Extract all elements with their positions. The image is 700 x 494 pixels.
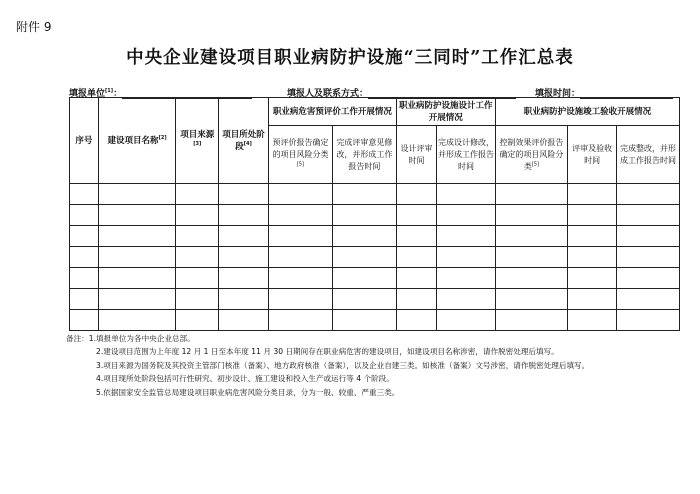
note-item: 2.建设项目范围为上年度 12 月 1 日至本年度 11 月 30 日期间存在职业病危害的建设项目，如建设项目名称涉密，请作脱密处理后填写。 [96,347,559,357]
table-cell[interactable] [269,184,333,205]
table-cell[interactable] [568,205,617,226]
note-item: 备注：1.填报单位为各中央企业总部。 [66,334,195,343]
table-cell[interactable] [495,310,567,331]
table-cell[interactable] [617,247,680,268]
table-cell[interactable] [269,289,333,310]
table-cell[interactable] [176,268,219,289]
table-cell[interactable] [396,205,436,226]
table-cell[interactable] [437,226,496,247]
table-cell[interactable] [437,247,496,268]
table-cell[interactable] [617,184,680,205]
note-item: 3.项目来源为国务院及其投资主管部门核准（备案）、地方政府核准（备案），以及企业自建三类。如核准（备案）文号涉密，请作脱密处理后填写。 [96,360,590,370]
contact-label: 填报人及联系方式： [287,89,369,99]
table-cell[interactable] [568,226,617,247]
table-cell[interactable] [617,289,680,310]
table-cell[interactable] [219,289,269,310]
table-cell[interactable] [70,268,99,289]
table-cell[interactable] [617,226,680,247]
header-project-name: 建设项目名称[2] [98,98,176,184]
table-cell[interactable] [219,268,269,289]
header-project-stage: 项目所处阶段[4] [219,98,269,184]
table-cell[interactable] [437,310,496,331]
table-cell[interactable] [437,289,496,310]
table-cell[interactable] [617,268,680,289]
table-cell[interactable] [437,268,496,289]
table-row [70,268,680,289]
table-cell[interactable] [176,310,219,331]
table-row [70,310,680,331]
table-cell[interactable] [70,310,99,331]
table-cell[interactable] [269,310,333,331]
table-cell[interactable] [98,289,176,310]
notes-section [66,332,589,399]
header-acceptance-time: 评审及验收时间 [568,126,617,184]
table-cell[interactable] [269,268,333,289]
table-cell[interactable] [332,268,396,289]
table-cell[interactable] [269,247,333,268]
table-cell[interactable] [98,247,176,268]
table-cell[interactable] [70,247,99,268]
header-group-pre-evaluation: 职业病危害预评价工作开展情况 [269,98,397,126]
header-pre-eval-risk: 预评价报告确定的项目风险分类[5] [269,126,333,184]
table-cell[interactable] [568,289,617,310]
table-cell[interactable] [396,247,436,268]
note-item: 4.项目现所处阶段包括可行性研究、初步设计、施工建设和投入生产或运行等 4 个阶段。 [96,374,394,384]
table-cell[interactable] [332,184,396,205]
table-cell[interactable] [176,205,219,226]
unit-label: 填报单位 [69,89,106,99]
page-title: 中央企业建设项目职业病防护设施“三同时”工作汇总表 [126,48,574,68]
table-cell[interactable] [568,184,617,205]
table-cell[interactable] [219,205,269,226]
table-cell[interactable] [219,226,269,247]
table-row [70,184,680,205]
table-cell[interactable] [70,184,99,205]
table-cell[interactable] [568,310,617,331]
table-cell[interactable] [332,205,396,226]
table-cell[interactable] [437,205,496,226]
table-cell[interactable] [176,289,219,310]
table-cell[interactable] [332,310,396,331]
table-row [70,205,680,226]
header-pre-eval-report-time: 完成评审意见修改，并形成工作报告时间 [332,126,396,184]
note-item: 5.依据国家安全监管总局建设项目职业病危害风险分类目录，分为一般、较重、严重三类。 [96,387,400,397]
table-cell[interactable] [70,226,99,247]
table-cell[interactable] [495,289,567,310]
table-cell[interactable] [332,226,396,247]
table-cell[interactable] [495,268,567,289]
table-cell[interactable] [495,247,567,268]
table-row [70,247,680,268]
table-cell[interactable] [98,226,176,247]
table-cell[interactable] [568,247,617,268]
table-cell[interactable] [332,247,396,268]
table-cell[interactable] [396,268,436,289]
table-cell[interactable] [176,184,219,205]
table-row [70,226,680,247]
table-cell[interactable] [396,289,436,310]
attachment-label: 附件 9 [16,20,52,34]
table-cell[interactable] [495,205,567,226]
header-design-report-time: 完成设计修改，并形成工作报告时间 [437,126,496,184]
table-cell[interactable] [396,310,436,331]
table-cell[interactable] [219,310,269,331]
table-cell[interactable] [269,205,333,226]
table-cell[interactable] [396,184,436,205]
table-cell[interactable] [98,310,176,331]
unit-footnote-ref: [1] [105,88,114,94]
table-cell[interactable] [219,247,269,268]
table-cell[interactable] [219,184,269,205]
table-cell[interactable] [617,205,680,226]
table-row [70,289,680,310]
table-cell[interactable] [495,226,567,247]
table-cell[interactable] [70,289,99,310]
table-cell[interactable] [568,268,617,289]
table-cell[interactable] [332,289,396,310]
table-cell[interactable] [176,226,219,247]
table-cell[interactable] [98,184,176,205]
header-control-risk: 控制效果评价报告确定的项目风险分类[5] [495,126,567,184]
table-cell[interactable] [269,226,333,247]
table-cell[interactable] [617,310,680,331]
table-cell[interactable] [176,247,219,268]
header-seq: 序号 [70,98,99,184]
table-cell[interactable] [70,205,99,226]
table-cell[interactable] [98,268,176,289]
header-group-acceptance: 职业病防护设施竣工验收开展情况 [495,98,679,126]
summary-table [69,97,680,331]
time-label: 填报时间： [535,89,581,99]
header-group-design: 职业病防护设施设计工作开展情况 [396,98,495,126]
table-cell[interactable] [495,184,567,205]
header-rectify-report-time: 完成整改，并形成工作报告时间 [617,126,680,184]
table-cell[interactable] [98,205,176,226]
table-cell[interactable] [437,184,496,205]
header-project-source: 项目来源[3] [176,98,219,184]
table-cell[interactable] [396,226,436,247]
unit-field: 填报单位[1]： [69,86,252,99]
header-design-review-time: 设计评审时间 [396,126,436,184]
